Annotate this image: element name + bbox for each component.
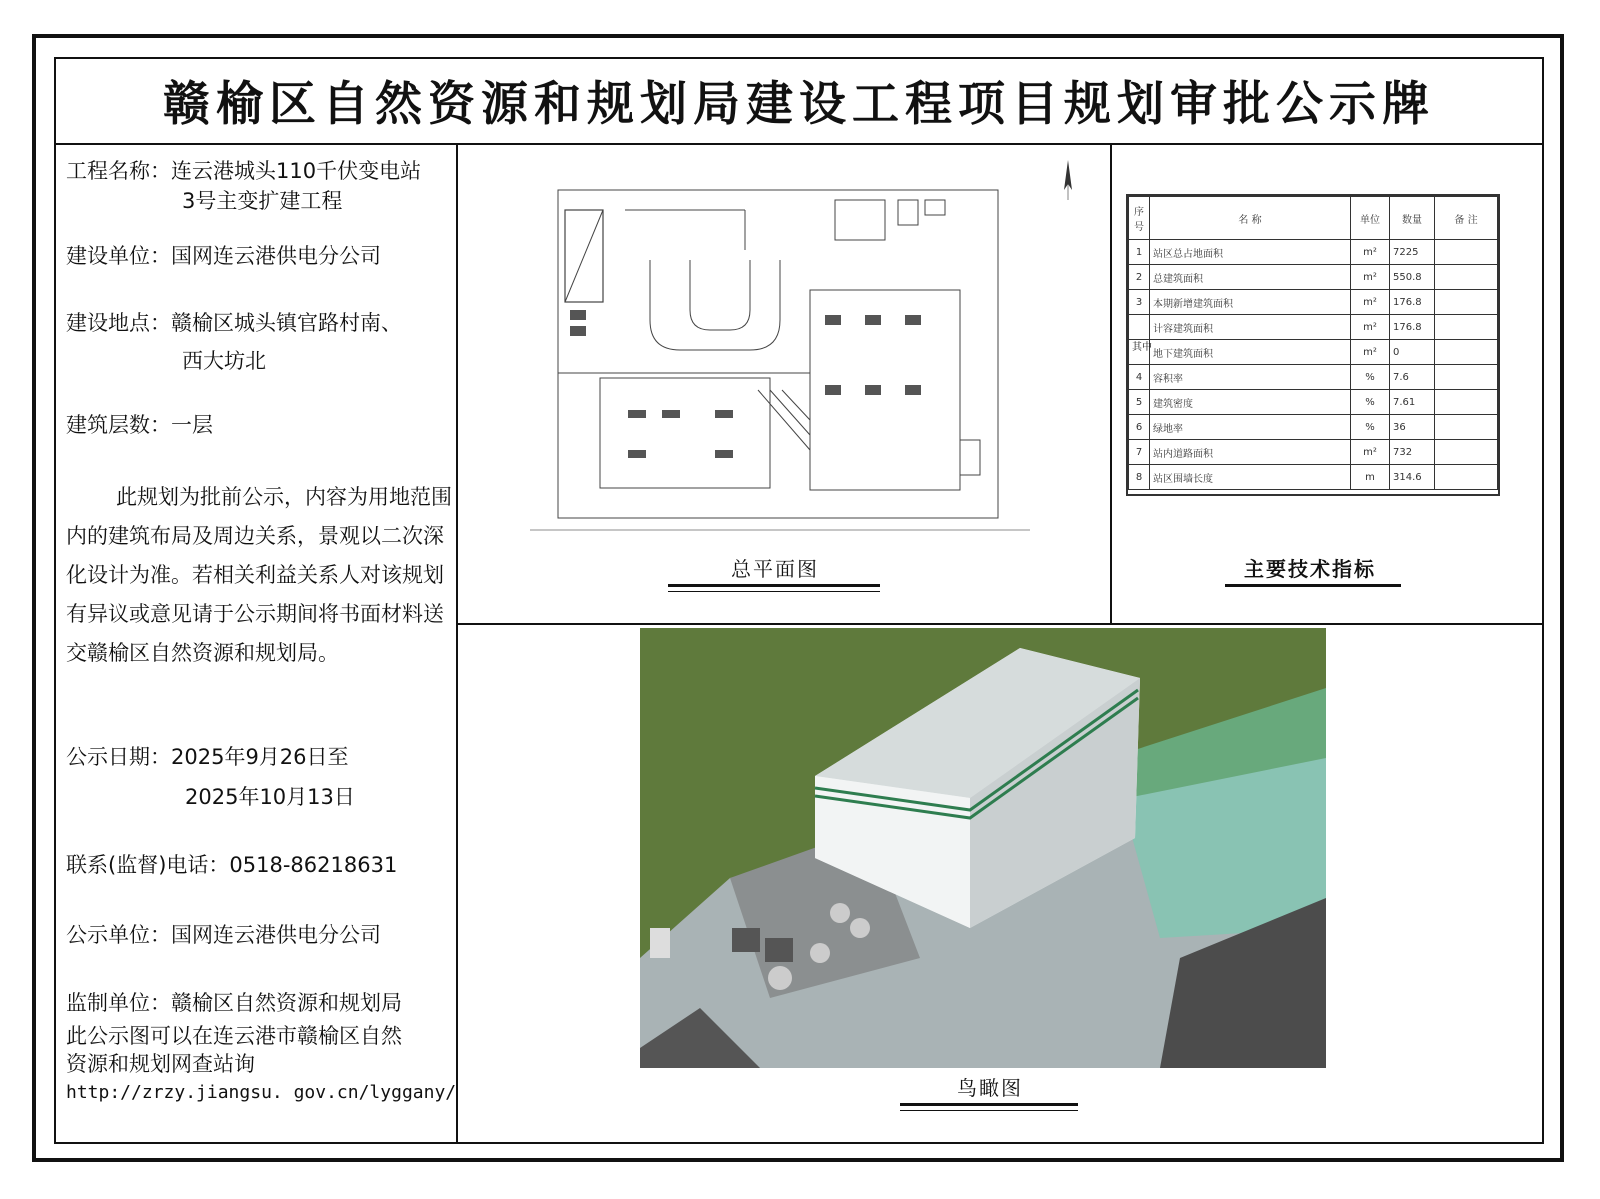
tech-cell-qty: 176.8: [1390, 315, 1435, 340]
tech-cell-qty: 7.61: [1390, 390, 1435, 415]
tech-cell-unit: %: [1351, 415, 1390, 440]
location-field: [66, 304, 402, 342]
aerial-caption: 鸟瞰图: [957, 1076, 1023, 1100]
tech-cell-unit: m²: [1351, 440, 1390, 465]
tech-cell-unit: m²: [1351, 240, 1390, 265]
tech-cell-remark: [1435, 390, 1498, 415]
tech-table-row: [1129, 340, 1498, 365]
tech-table-row: [1129, 465, 1498, 490]
tech-cell-no: 6: [1129, 415, 1150, 440]
query-line-1: 此公示图可以在连云港市赣榆区自然: [66, 1024, 402, 1048]
publisher-value: 国网连云港供电分公司: [171, 923, 381, 947]
contact-field: [66, 846, 397, 884]
th-remark: 备 注: [1435, 197, 1498, 240]
tech-cell-name: 计容建筑面积: [1150, 315, 1351, 340]
location-label: 建设地点：: [66, 311, 171, 335]
tech-indicators-table: [1128, 196, 1498, 490]
tech-indicators-caption: 主要技术指标: [1244, 557, 1376, 581]
divider-horizontal: [456, 623, 1544, 625]
tech-cell-unit: m²: [1351, 265, 1390, 290]
floors-label: 建筑层数：: [66, 413, 171, 437]
location-value-1: 赣榆区城头镇官路村南、: [171, 311, 402, 335]
tech-cell-no: 1: [1129, 240, 1150, 265]
tech-table-row: [1129, 415, 1498, 440]
tech-cell-name: 站区围墙长度: [1150, 465, 1351, 490]
tech-table-row: [1129, 440, 1498, 465]
tech-cell-unit: m: [1351, 465, 1390, 490]
tech-cell-no: 2: [1129, 265, 1150, 290]
tech-cell-name: 站内道路面积: [1150, 440, 1351, 465]
tech-cell-no: 8: [1129, 465, 1150, 490]
dates-end: 2025年10月13日: [185, 785, 355, 809]
tech-table-frame: [1126, 194, 1500, 496]
project-name-value-2: 3号主变扩建工程: [182, 189, 343, 213]
tech-table-row: [1129, 265, 1498, 290]
tech-cell-remark: [1435, 465, 1498, 490]
tech-table-row: [1129, 240, 1498, 265]
contact-label: 联系(监督)电话：: [66, 853, 230, 877]
tech-cell-remark: [1435, 340, 1498, 365]
tech-cell-qty: 550.8: [1390, 265, 1435, 290]
tech-cell-no: [1129, 315, 1150, 340]
site-plan-drawing: [490, 150, 1090, 550]
tech-cell-unit: m²: [1351, 315, 1390, 340]
th-qty: 数量: [1390, 197, 1435, 240]
aerial-view-image: [640, 628, 1326, 1068]
floors-value: 一层: [171, 413, 213, 437]
page-title: 赣榆区自然资源和规划局建设工程项目规划审批公示牌: [163, 76, 1435, 132]
dates-label: 公示日期：: [66, 745, 171, 769]
tech-cell-remark: [1435, 365, 1498, 390]
tech-cell-name: 地下建筑面积: [1150, 340, 1351, 365]
tech-cell-remark: [1435, 240, 1498, 265]
construction-unit-label: 建设单位：: [66, 244, 171, 268]
th-no: 序号: [1129, 197, 1150, 240]
tech-cell-no: 3: [1129, 290, 1150, 315]
project-name-label: 工程名称：: [66, 159, 171, 183]
tech-table-row: [1129, 390, 1498, 415]
aerial-underline: [900, 1103, 1078, 1106]
divider-middle: [1110, 145, 1112, 625]
location-value-2: 西大坊北: [182, 349, 266, 373]
tech-table-row: [1129, 365, 1498, 390]
contact-phone: 0518-86218631: [229, 853, 398, 877]
tech-cell-remark: [1435, 290, 1498, 315]
supervisor-line: 监制单位：赣榆区自然资源和规划局: [66, 991, 402, 1015]
site-plan-underline: [668, 584, 880, 587]
tech-cell-qty: 314.6: [1390, 465, 1435, 490]
tech-cell-qty: 7225: [1390, 240, 1435, 265]
th-unit: 单位: [1351, 197, 1390, 240]
publisher-field: [66, 916, 381, 954]
tech-cell-unit: %: [1351, 390, 1390, 415]
tech-side-label: 其中: [1132, 342, 1152, 353]
query-url[interactable]: http://zrzy.jiangsu. gov.cn/lygganу/: [66, 1082, 457, 1103]
project-name-value-1: 连云港城头110千伏变电站: [171, 159, 422, 183]
tech-cell-unit: %: [1351, 365, 1390, 390]
tech-cell-name: 总建筑面积: [1150, 265, 1351, 290]
tech-cell-unit: m²: [1351, 340, 1390, 365]
tech-cell-name: 绿地率: [1150, 415, 1351, 440]
tech-cell-qty: 176.8: [1390, 290, 1435, 315]
query-line-2: 资源和规划网查站询: [66, 1052, 255, 1076]
construction-unit-field: [66, 237, 381, 275]
tech-cell-no: 5: [1129, 390, 1150, 415]
tech-cell-remark: [1435, 315, 1498, 340]
th-name: 名 称: [1150, 197, 1351, 240]
tech-cell-no: 4: [1129, 365, 1150, 390]
tech-cell-name: 建筑密度: [1150, 390, 1351, 415]
tech-cell-qty: 7.6: [1390, 365, 1435, 390]
tech-cell-remark: [1435, 415, 1498, 440]
tech-cell-no: 7: [1129, 440, 1150, 465]
tech-cell-qty: 0: [1390, 340, 1435, 365]
tech-table-row: [1129, 290, 1498, 315]
tech-table-row: [1129, 315, 1498, 340]
tech-cell-name: 本期新增建筑面积: [1150, 290, 1351, 315]
tech-cell-remark: [1435, 440, 1498, 465]
tech-cell-remark: [1435, 265, 1498, 290]
construction-unit-value: 国网连云港供电分公司: [171, 244, 381, 268]
tech-cell-unit: m²: [1351, 290, 1390, 315]
tech-cell-qty: 732: [1390, 440, 1435, 465]
title-bar: [54, 57, 1544, 145]
dates-start: 2025年9月26日至: [171, 745, 349, 769]
tech-cell-name: 站区总占地面积: [1150, 240, 1351, 265]
dates-field: [66, 738, 349, 776]
notice-paragraph: 此规划为批前公示，内容为用地范围内的建筑布局及周边关系，景观以二次深化设计为准。若相关利益关系人对该规划有异议或意见请于公示期间将书面材料送交赣榆区自然资源和规划局。: [66, 485, 452, 665]
tech-cell-name: 容积率: [1150, 365, 1351, 390]
tech-cell-qty: 36: [1390, 415, 1435, 440]
publisher-label: 公示单位：: [66, 923, 171, 947]
floors-field: [66, 406, 213, 444]
site-plan-caption: 总平面图: [731, 557, 819, 581]
tech-underline: [1225, 584, 1401, 587]
